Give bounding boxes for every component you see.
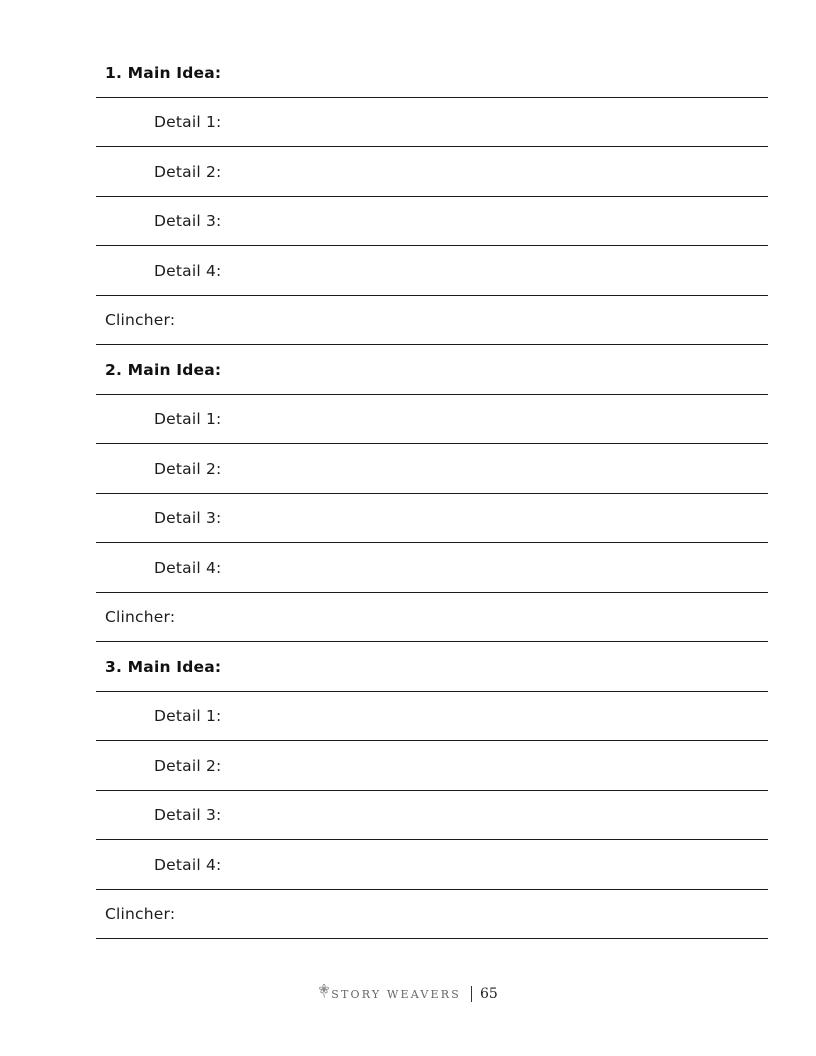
brand-name: STORY WEAVERS — [331, 987, 461, 1001]
clincher-row-2 — [96, 593, 768, 643]
main-idea-row-1 — [96, 48, 768, 98]
main-idea-row-3 — [96, 642, 768, 692]
main-idea-label: 1. Main Idea: — [105, 63, 222, 82]
detail-label: Detail 2: — [154, 756, 222, 775]
detail-label: Detail 2: — [154, 162, 222, 181]
outline-form — [96, 48, 768, 939]
detail-row-2-4 — [96, 543, 768, 593]
detail-label: Detail 4: — [154, 855, 222, 874]
detail-row-1-1 — [96, 98, 768, 148]
detail-label: Detail 2: — [154, 459, 222, 478]
detail-row-2-2 — [96, 444, 768, 494]
detail-label: Detail 3: — [154, 212, 222, 230]
detail-row-3-3 — [96, 791, 768, 841]
detail-row-1-3 — [96, 197, 768, 247]
main-idea-label: 2. Main Idea: — [105, 360, 222, 379]
detail-row-1-2 — [96, 147, 768, 197]
page-footer — [0, 986, 816, 1006]
detail-label: Detail 1: — [154, 707, 222, 725]
clincher-label: Clincher: — [105, 608, 176, 626]
main-idea-label: 3. Main Idea: — [105, 657, 222, 676]
detail-label: Detail 1: — [154, 410, 222, 428]
detail-row-2-3 — [96, 494, 768, 544]
detail-label: Detail 3: — [154, 806, 222, 824]
detail-row-3-4 — [96, 840, 768, 890]
clincher-label: Clincher: — [105, 905, 176, 923]
detail-label: Detail 3: — [154, 509, 222, 527]
clincher-row-3 — [96, 890, 768, 940]
clincher-label: Clincher: — [105, 311, 176, 329]
detail-row-1-4 — [96, 246, 768, 296]
footer-content — [318, 986, 498, 1002]
detail-row-3-2 — [96, 741, 768, 791]
main-idea-row-2 — [96, 345, 768, 395]
detail-row-3-1 — [96, 692, 768, 742]
detail-row-2-1 — [96, 395, 768, 445]
detail-label: Detail 4: — [154, 558, 222, 577]
flower-icon — [318, 983, 330, 997]
detail-label: Detail 1: — [154, 113, 222, 131]
page-number: 65 — [479, 986, 498, 1002]
clincher-row-1 — [96, 296, 768, 346]
footer-divider — [471, 986, 472, 1002]
detail-label: Detail 4: — [154, 261, 222, 280]
